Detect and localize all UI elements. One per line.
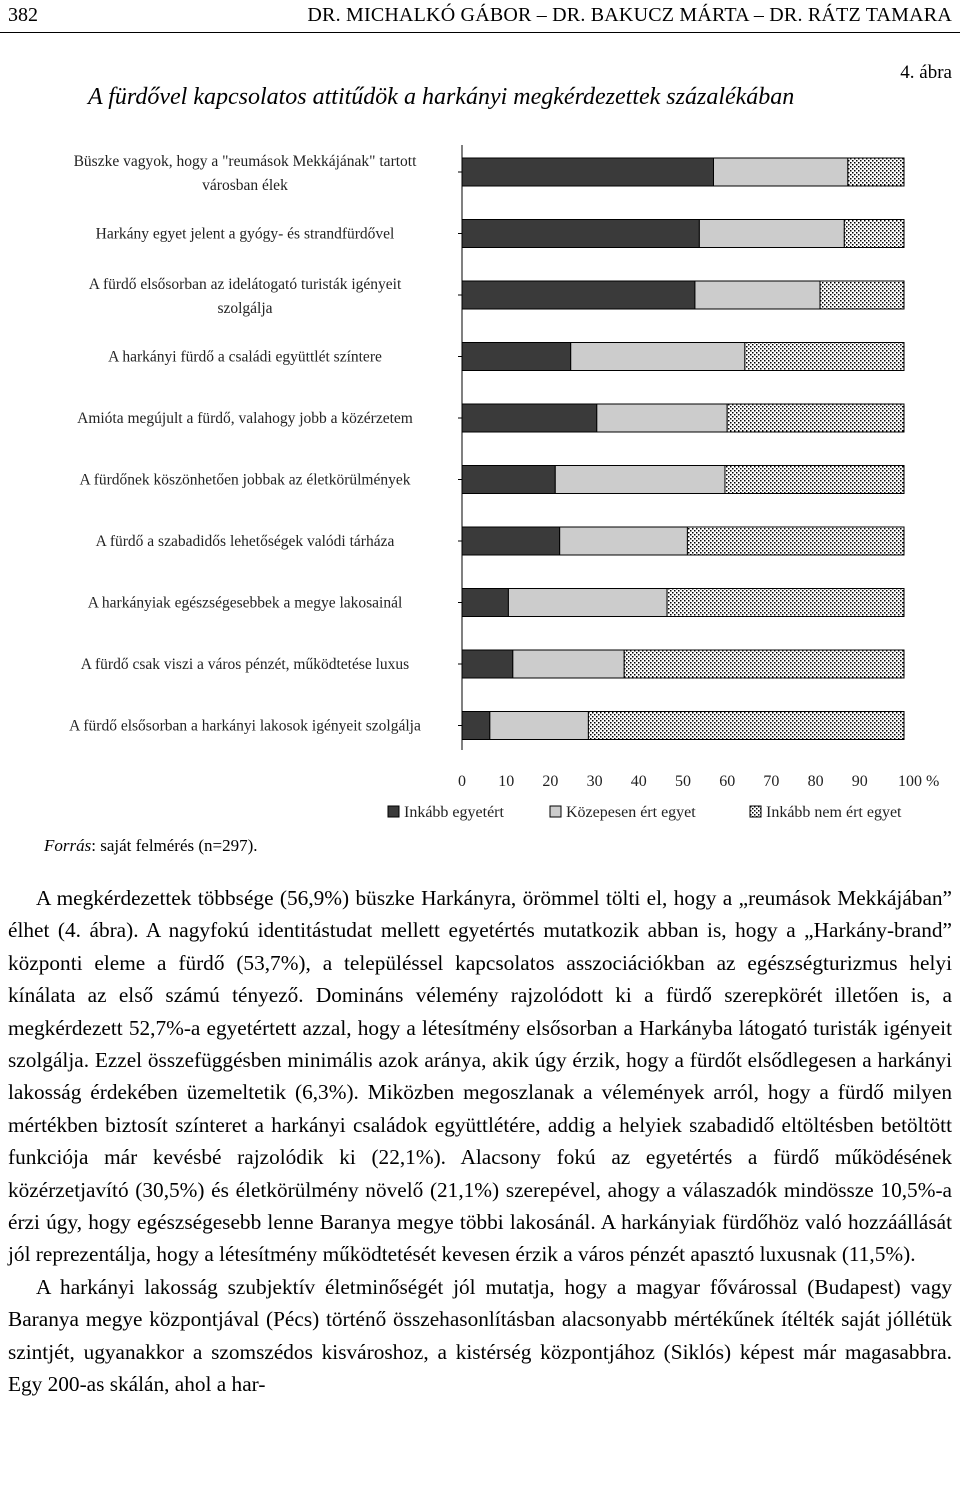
running-head: DR. MICHALKÓ GÁBOR – DR. BAKUCZ MÁRTA – DR. RÁTZ TAMARA [307, 4, 952, 26]
figure-source [44, 836, 258, 856]
bar-segment-agree [462, 404, 597, 432]
bar-segment-disagree [820, 281, 904, 309]
bar-segment-agree [462, 650, 513, 678]
bar-segment-disagree [624, 650, 904, 678]
bar-segment-disagree [687, 527, 904, 555]
bar-segment-neutral [695, 281, 820, 309]
bar-segment-disagree [844, 220, 904, 248]
category-label: A fürdő elsősorban a harkányi lakosok igényeit szolgálja [69, 717, 421, 735]
x-tick-label: 30 [586, 773, 603, 790]
category-label: A fürdőnek köszönhetően jobbak az életkörülmények [79, 471, 411, 489]
bar-segment-agree [462, 712, 490, 740]
page-number: 382 [8, 4, 38, 26]
figure-label: 4. ábra [900, 62, 952, 83]
x-tick-label: 70 [763, 773, 780, 790]
category-label: Amióta megújult a fürdő, valahogy jobb a közérzetem [77, 410, 413, 427]
category-label: Harkány egyet jelent a gyógy- és strandfürdővel [95, 225, 395, 243]
category-label: Büszke vagyok, hogy a "reumások Mekkájának" tartott városban élek [73, 153, 417, 194]
bar-segment-agree [462, 220, 699, 248]
legend-label-agree: Inkább egyetért [404, 804, 504, 821]
bar-segment-neutral [555, 466, 725, 494]
paragraph-2: A harkányi lakosság szubjektív életminőségét jól mutatja, hogy a magyar fővárossal (Budapest) vagy Baranya megye központjával (Pécs) történő összehasonlításban alacsonyabb mértékűnek ítélték saját jóllétük szintjét, ugyanakkor a szomszédos kisvároshoz, a kistérség központjához (Siklós) képest már magasabbra. Egy 200-as skálán, ahol a har- [8, 1274, 952, 1397]
legend-swatch-agree [388, 806, 399, 817]
x-tick-label: 60 [719, 773, 736, 790]
x-tick-label: 80 [807, 773, 824, 790]
x-tick-label: 100 % [898, 773, 940, 790]
source-text: : saját felmérés (n=297). [91, 836, 258, 855]
bar-segment-agree [462, 281, 695, 309]
bar-segment-disagree [667, 589, 904, 617]
x-tick-label: 40 [630, 773, 647, 790]
legend-label-disagree: Inkább nem ért egyet [766, 804, 902, 821]
bar-segment-agree [462, 466, 555, 494]
bar-segment-disagree [588, 712, 904, 740]
bar-segment-agree [462, 527, 560, 555]
legend-swatch-neutral [550, 806, 561, 817]
stacked-bar-chart [0, 140, 960, 840]
bar-segment-neutral [699, 220, 844, 248]
category-label: A fürdő elsősorban az idelátogató turisták igényeit szolgálja [88, 276, 402, 317]
category-label: A harkányiak egészségesebbek a megye lakosainál [87, 594, 403, 612]
x-tick-label: 50 [675, 773, 691, 790]
bar-segment-neutral [490, 712, 589, 740]
bar-segment-disagree [725, 466, 904, 494]
legend-label-neutral: Közepesen ért egyet [566, 804, 696, 821]
source-label: Forrás [44, 836, 92, 855]
bar-segment-neutral [713, 158, 847, 186]
x-tick-label: 10 [498, 773, 515, 790]
bar-segment-disagree [848, 158, 904, 186]
bar-segment-agree [462, 343, 571, 371]
legend-swatch-disagree [750, 806, 761, 817]
bar-segment-disagree [727, 404, 904, 432]
bar-segment-agree [462, 158, 713, 186]
category-label: A harkányi fürdő a családi együttlét színtere [108, 348, 382, 366]
bar-segment-agree [462, 589, 508, 617]
page-header [0, 0, 960, 33]
bar-segment-neutral [508, 589, 667, 617]
x-tick-label: 20 [542, 773, 559, 790]
category-label: A fürdő a szabadidős lehetőségek valódi tárháza [95, 533, 395, 550]
bar-segment-neutral [560, 527, 688, 555]
body-text [8, 882, 952, 1401]
paragraph-1: A megkérdezettek többsége (56,9%) büszke Harkányra, örömmel tölti el, hogy a „reumások Mekkájában” élhet (4. ábra). A nagyfokú identitástudat mellett egyetértés mutatkozik abban is, hogy a „Harkány-brand” központi eleme a fürdő (53,7%), a településsel kapcsolatos asszociációkban az egészségturizmus helyi kínálata az első számú tényező. Domináns vélemény rajzolódott ki a fürdő szerepkörét illetően is, a megkérdezett 52,7%-a egyetértett azzal, hogy a létesítmény elsősorban a Harkányba látogató turisták igényeit szolgálja. Ezzel összefüggésben minimális azok aránya, akik úgy érzik, hogy a fürdőt elsődlegesen a harkányi lakosság érdekében üzemeltetik (6,3%). Miközben megoszlanak a vélemények arról, hogy a fürdő milyen mértékben biztosít színteret a harkányi családok együttlétére, addig a helyiek szabadidő eltöltésben betöltött funkciója már kevésbé rajzolódik ki (22,1%). Alacsony fokú az egyetértés a fürdő működésének közérzetjavító (30,5%) és életkörülmény növelő (21,1%) szerepével, ahogy a válaszadók mindössze 10,5%-a érzi úgy, hogy egészségesebb lenne Baranya megye többi lakosánál. A harkányiak fürdőhöz való hozzáállását jól reprezentálja, hogy a létesítmény működtetését kevesen érzik a város pénzét apasztó luxusnak (11,5%). [8, 886, 952, 1267]
category-label: A fürdő csak viszi a város pénzét, működtetése luxus [80, 656, 410, 673]
bar-segment-disagree [745, 343, 904, 371]
bar-segment-neutral [571, 343, 745, 371]
x-tick-label: 0 [458, 773, 466, 790]
bar-segment-neutral [513, 650, 624, 678]
x-tick-label: 90 [851, 773, 868, 790]
bar-segment-neutral [597, 404, 727, 432]
figure-title: A fürdővel kapcsolatos attitűdök a harkányi megkérdezettek százalékában [88, 84, 795, 110]
